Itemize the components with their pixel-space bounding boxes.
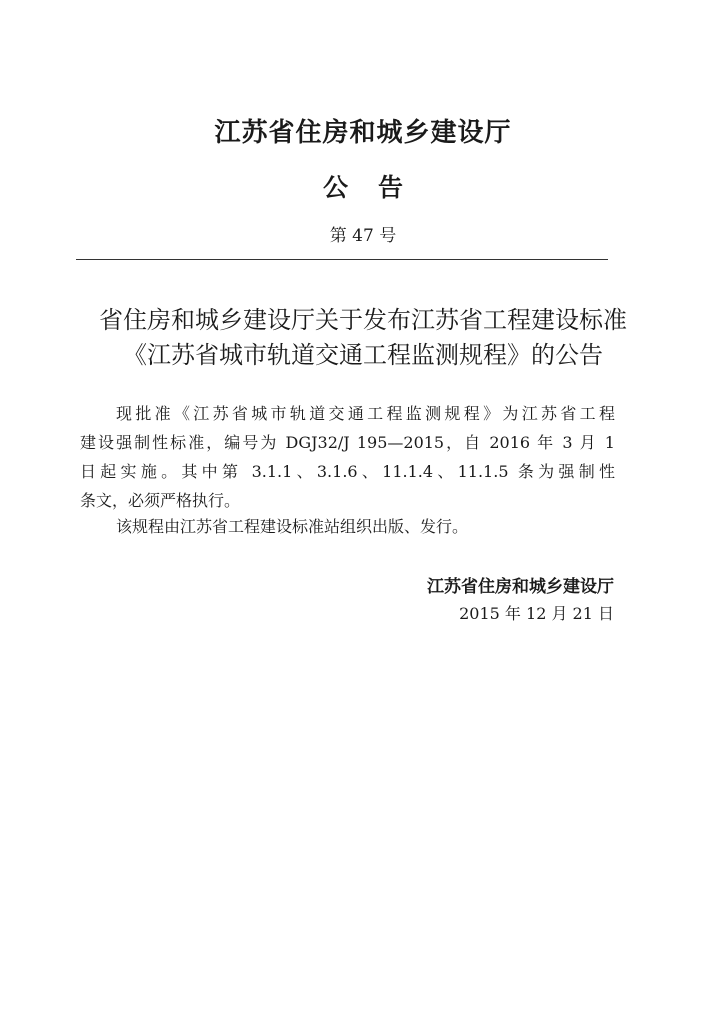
body-paragraph-1 bbox=[80, 399, 615, 515]
document-number: 第 47 号 bbox=[329, 226, 397, 246]
document-type-heading: 公告 bbox=[322, 173, 433, 202]
body-paragraph-1-line: 建设强制性标准，编号为 DGJ32/J 195—2015，自 2016 年 3 月 1 bbox=[80, 433, 615, 452]
issuing-organization-header: 江苏省住房和城乡建设厅 bbox=[214, 118, 512, 148]
body-paragraph-1-line: 条文，必须严格执行。 bbox=[80, 491, 241, 510]
body-paragraph-1-line: 日起实施。其中第 3.1.1、3.1.6、11.1.4、11.1.5 条为强制性 bbox=[80, 462, 615, 481]
body-paragraph-2: 该规程由江苏省工程建设标准站组织出版、发行。 bbox=[116, 517, 469, 536]
announcement-title-line-2: 《江苏省城市轨道交通工程监测规程》的公告 bbox=[123, 341, 603, 369]
announcement-title-line-1: 省住房和城乡建设厅关于发布江苏省工程建设标准 bbox=[99, 306, 627, 334]
body-paragraph-1-line: 现批准《江苏省城市轨道交通工程监测规程》为江苏省工程 bbox=[116, 404, 615, 423]
signing-date: 2015 年 12 月 21 日 bbox=[459, 604, 614, 623]
header-divider bbox=[76, 259, 608, 260]
signing-organization: 江苏省住房和城乡建设厅 bbox=[427, 577, 614, 597]
